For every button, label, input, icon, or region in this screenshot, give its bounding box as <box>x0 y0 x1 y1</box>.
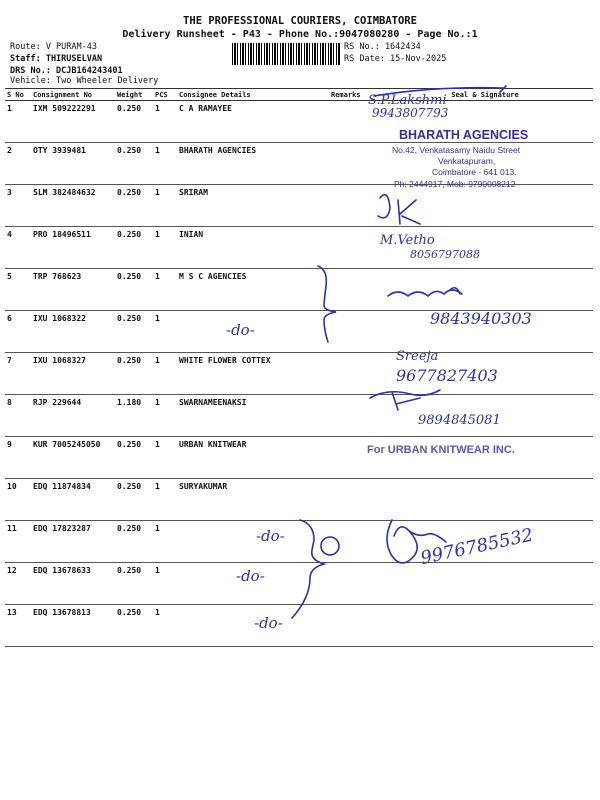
cell-sno: 7 <box>5 353 31 395</box>
signature-row8-scribble <box>370 390 440 410</box>
brace-rows-5-6 <box>318 266 336 342</box>
cell-consignee: SURYAKUMAR <box>177 479 329 521</box>
route: Route: V PURAM-43 <box>10 42 97 52</box>
cell-pcs: 1 <box>153 311 177 353</box>
cell-weight: 0.250 <box>115 563 153 605</box>
cell-pcs: 1 <box>153 227 177 269</box>
signature-row4-name: M.Vetho <box>380 233 435 248</box>
signature-row4-phone: 8056797088 <box>410 248 480 261</box>
rs-number: RS No.: 1642434 <box>344 42 421 52</box>
vehicle: Vehicle: Two Wheeler Delivery <box>10 76 159 86</box>
cell-pcs: 1 <box>153 437 177 479</box>
cell-sno: 4 <box>5 227 31 269</box>
cell-consignment-no: IXU 1068327 <box>31 353 115 395</box>
cell-consignment-no: IXU 1068322 <box>31 311 115 353</box>
cell-sno: 13 <box>5 605 31 647</box>
cell-consignment-no: SLM 382484632 <box>31 185 115 227</box>
cell-weight: 0.250 <box>115 185 153 227</box>
cell-pcs: 1 <box>153 353 177 395</box>
cell-consignee: BHARATH AGENCIES <box>177 143 329 185</box>
cell-consignment-no: IXM 509222291 <box>31 101 115 143</box>
cell-weight: 0.250 <box>115 605 153 647</box>
signature-row3-scribble <box>378 195 420 224</box>
brace-circle <box>321 537 339 555</box>
cell-weight: 0.250 <box>115 143 153 185</box>
cell-sno: 5 <box>5 269 31 311</box>
cell-sno: 12 <box>5 563 31 605</box>
ditto-row11: -do- <box>256 527 285 545</box>
cell-consignee: M S C AGENCIES <box>177 269 329 311</box>
staff: Staff: THIRUSELVAN <box>10 54 103 64</box>
cell-sno: 3 <box>5 185 31 227</box>
cell-pcs: 1 <box>153 143 177 185</box>
rs-date: RS Date: 15-Nov-2025 <box>344 54 447 64</box>
runsheet-subtitle: Delivery Runsheet - P43 - Phone No.:9047080280 - Page No.:1 <box>122 29 478 40</box>
cell-consignment-no: EDQ 13678633 <box>31 563 115 605</box>
signature-row12-phone: 9976785532 <box>418 524 536 569</box>
cell-consignee: WHITE FLOWER COTTEX <box>177 353 329 395</box>
cell-weight: 0.250 <box>115 227 153 269</box>
cell-pcs: 1 <box>153 479 177 521</box>
cell-pcs: 1 <box>153 185 177 227</box>
cell-consignment-no: EDQ 17823287 <box>31 521 115 563</box>
signature-row11-scribble <box>387 520 446 563</box>
cell-consignee: URBAN KNITWEAR <box>177 437 329 479</box>
drs-number: DRS No.: DCJB164243401 <box>10 66 123 76</box>
signature-row1-underline <box>374 86 506 96</box>
cell-sno: 8 <box>5 395 31 437</box>
urban-knitwear-stamp: For URBAN KNITWEAR INC. <box>367 444 515 456</box>
bharath-stamp-address-2: Venkatapuram, <box>438 156 496 166</box>
cell-pcs: 1 <box>153 521 177 563</box>
bharath-stamp-name: BHARATH AGENCIES <box>399 128 529 142</box>
signature-row1-phone: 9943807793 <box>372 106 449 120</box>
cell-pcs: 1 <box>153 395 177 437</box>
cell-weight: 0.250 <box>115 521 153 563</box>
signature-row6-phone: 9843940303 <box>430 309 532 328</box>
cell-sno: 9 <box>5 437 31 479</box>
signature-row1-name: S.P.Lakshmi <box>368 93 447 108</box>
cell-weight: 0.250 <box>115 269 153 311</box>
cell-sno: 2 <box>5 143 31 185</box>
cell-consignee: INIAN <box>177 227 329 269</box>
cell-consignment-no: EDQ 11874834 <box>31 479 115 521</box>
cell-weight: 0.250 <box>115 311 153 353</box>
bharath-stamp-address-3: Coimbatore - 641 013. <box>432 167 517 177</box>
cell-sno: 11 <box>5 521 31 563</box>
cell-sno: 6 <box>5 311 31 353</box>
ditto-row6: -do- <box>226 321 255 339</box>
bharath-stamp-address-1: No.42, Venkatasamy Naidu Street <box>392 145 521 155</box>
cell-consignment-no: KUR 7005245050 <box>31 437 115 479</box>
signature-row6-scribble <box>388 288 462 296</box>
cell-consignment-no: PRO 18496511 <box>31 227 115 269</box>
bharath-stamp-phone: Ph: 2444917, Mob: 9790008212 <box>394 179 516 189</box>
company-name: THE PROFESSIONAL COURIERS, COIMBATORE <box>183 15 417 27</box>
brace-rows-11-13 <box>292 520 324 618</box>
col-sno: S No <box>5 89 31 101</box>
col-weight: Weight <box>115 89 153 101</box>
cell-pcs: 1 <box>153 563 177 605</box>
cell-weight: 0.250 <box>115 437 153 479</box>
col-consignee: Consignee Details <box>177 89 329 101</box>
cell-pcs: 1 <box>153 605 177 647</box>
ditto-row12: -do- <box>236 567 265 585</box>
cell-consignee: SRIRAM <box>177 185 329 227</box>
cell-weight: 1.180 <box>115 395 153 437</box>
cell-consignment-no: RJP 229644 <box>31 395 115 437</box>
col-pcs: PCS <box>153 89 177 101</box>
cell-sno: 10 <box>5 479 31 521</box>
ditto-row13: -do- <box>254 614 283 632</box>
col-consignment: Consignment No <box>31 89 115 101</box>
cell-pcs: 1 <box>153 269 177 311</box>
cell-consignment-no: TRP 768623 <box>31 269 115 311</box>
cell-consignment-no: OTY 3939481 <box>31 143 115 185</box>
cell-consignment-no: EDQ 13678813 <box>31 605 115 647</box>
cell-sno: 1 <box>5 101 31 143</box>
signature-row7-phone: 9677827403 <box>396 366 498 385</box>
col-signature: Seal & Signature <box>377 89 593 101</box>
cell-consignee: C A RAMAYEE <box>177 101 329 143</box>
signature-row7-name: Sreeja <box>396 349 439 364</box>
cell-weight: 0.250 <box>115 101 153 143</box>
signature-row8-phone: 9894845081 <box>418 413 501 428</box>
cell-consignee: SWARNAMEENAKSI <box>177 395 329 437</box>
cell-pcs: 1 <box>153 101 177 143</box>
cell-weight: 0.250 <box>115 353 153 395</box>
col-remarks: Remarks <box>329 89 377 101</box>
cell-weight: 0.250 <box>115 479 153 521</box>
